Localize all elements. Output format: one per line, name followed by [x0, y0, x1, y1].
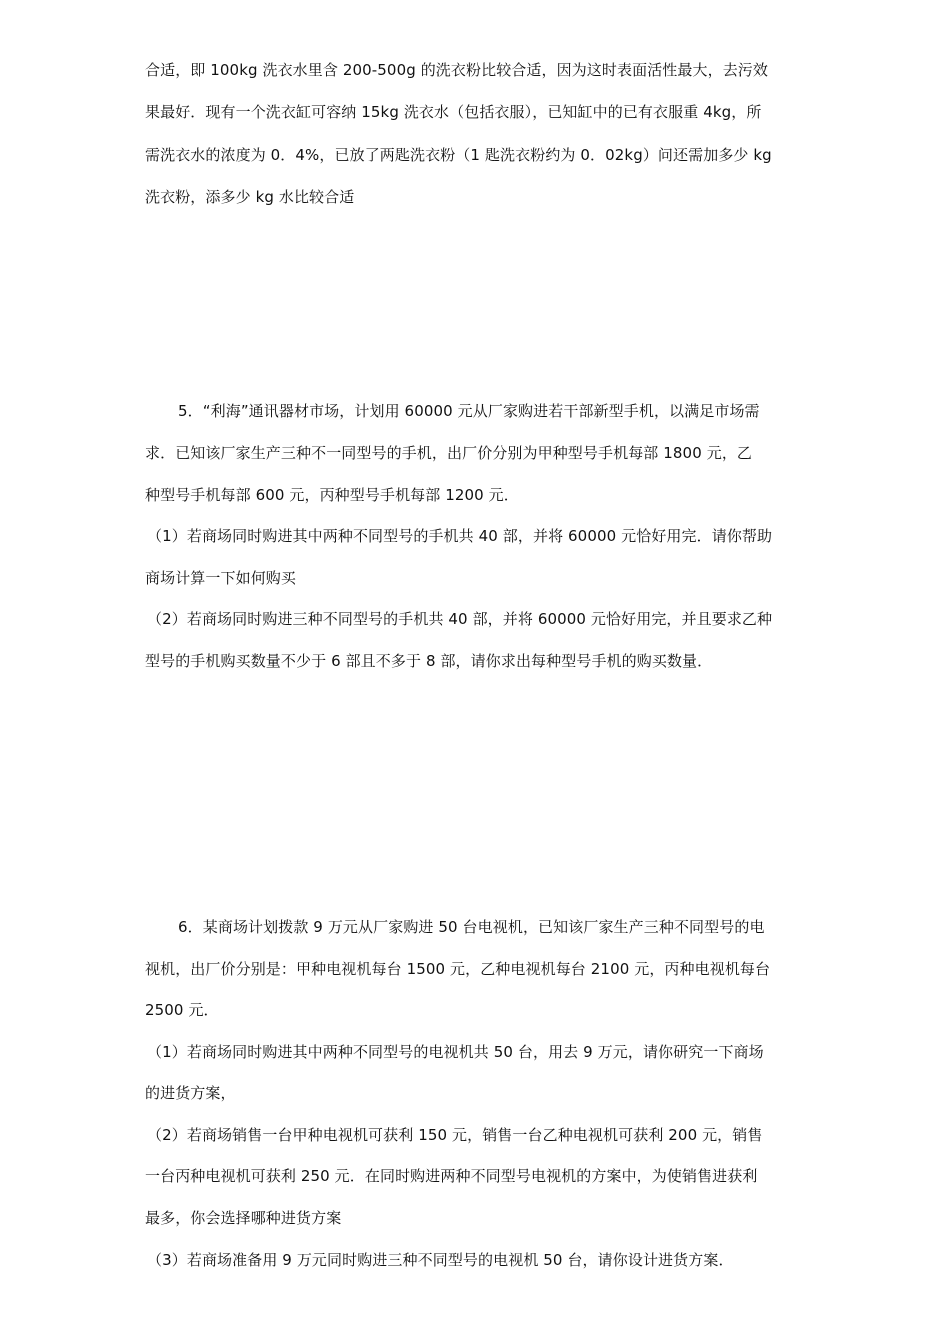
block1-line-3: 需洗衣水的浓度为 0．4%，已放了两匙洗衣粉（1 匙洗衣粉约为 0．02kg）问还需加多少 kg: [145, 146, 772, 164]
problem6-line-1: 6．某商场计划拨款 9 万元从厂家购进 50 台电视机，已知该厂家生产三种不同型号的电: [178, 918, 765, 936]
problem6-part2-line-2: 一台丙种电视机可获利 250 元．在同时购进两种不同型号电视机的方案中，为使销售进获利: [145, 1167, 758, 1185]
problem6-part1-line-1: （1）若商场同时购进其中两种不同型号的电视机共 50 台，用去 9 万元，请你研究一下商场: [147, 1043, 764, 1061]
problem5-line-1: 5．“利海”通讯器材市场，计划用 60000 元从厂家购进若干部新型手机，以满足市场需: [178, 402, 760, 420]
problem5-line-2: 求．已知该厂家生产三种不一同型号的手机，出厂价分别为甲种型号手机每部 1800 元，乙: [145, 444, 753, 462]
problem6-line-2: 视机，出厂价分别是：甲种电视机每台 1500 元，乙种电视机每台 2100 元，丙种电视机每台: [145, 960, 771, 978]
block1-line-4: 洗衣粉，添多少 kg 水比较合适: [145, 188, 355, 206]
problem5-part1-line-1: （1）若商场同时购进其中两种不同型号的手机共 40 部，并将 60000 元恰好用完．请你帮助: [147, 527, 773, 545]
problem5-part1-line-2: 商场计算一下如何购买: [145, 569, 297, 587]
block1-line-2: 果最好．现有一个洗衣缸可容纳 15kg 洗衣水（包括衣服），已知缸中的已有衣服重 4kg，所: [145, 103, 762, 121]
block1-line-1: 合适，即 100kg 洗衣水里含 200-500g 的洗衣粉比较合适，因为这时表面活性最大，去污效: [145, 61, 769, 79]
problem6-line-3: 2500 元．: [145, 1001, 219, 1019]
problem6-part1-line-2: 的进货方案，: [145, 1084, 236, 1102]
problem5-line-3: 种型号手机每部 600 元，丙种型号手机每部 1200 元．: [145, 486, 519, 504]
problem6-part2-line-3: 最多，你会选择哪种进货方案: [145, 1209, 342, 1227]
problem6-part2-line-1: （2）若商场销售一台甲种电视机可获利 150 元，销售一台乙种电视机可获利 200 元，销售: [147, 1126, 763, 1144]
problem6-part3-line-1: （3）若商场准备用 9 万元同时购进三种不同型号的电视机 50 台，请你设计进货方案．: [147, 1251, 734, 1269]
problem5-part2-line-1: （2）若商场同时购进三种不同型号的手机共 40 部，并将 60000 元恰好用完，并且要求乙种: [147, 610, 773, 628]
problem5-part2-line-2: 型号的手机购买数量不少于 6 部且不多于 8 部，请你求出每种型号手机的购买数量．: [145, 652, 713, 670]
